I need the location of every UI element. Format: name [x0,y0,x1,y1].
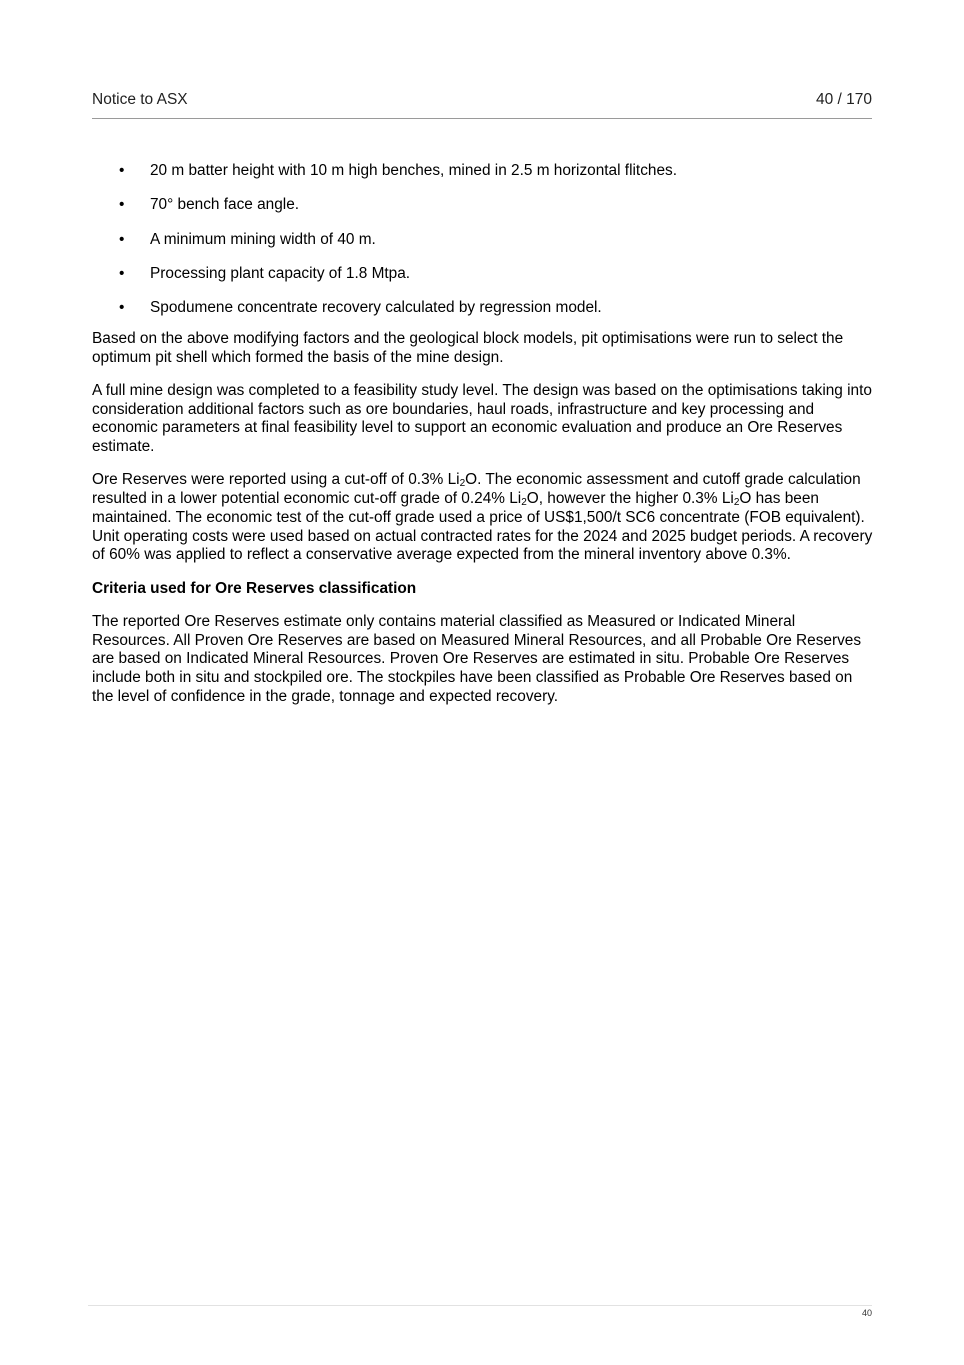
page-indicator: 40 / 170 [815,91,872,108]
text-segment: O, however the higher 0.3% Li [526,490,734,508]
list-item-text: A minimum mining width of 40 m. [150,230,376,248]
bullet-icon: • [119,162,125,179]
list-item-text: Processing plant capacity of 1.8 Mtpa. [150,264,411,282]
header-divider [92,118,872,119]
text-segment: Ore Reserves were reported using a cut-off of 0.3% Li [92,471,460,489]
list-item [92,231,874,250]
paragraph-mine-design: A full mine design was completed to a feasibility study level. The design was based on the optimisations taking into consideration additional factors such as ore boundaries, haul roads, infrastructure and key processing and economic parameters at final feasibility level to support an economic evaluation and produce an Ore Reserves estimate. [92,381,872,456]
list-item-text: Spodumene concentrate recovery calculated by regression model. [150,299,602,317]
subscript: 2 [733,497,740,509]
list-item [92,265,874,284]
text-segment: O has been maintained. The economic test of the cut-off grade used a price of US$1,500/t SC6 concentrate (FOB equivalent). Unit operating costs were used based on actual contracted rates for the 2024 and 2025 budget periods. A recovery of 60% was applied to reflect a conservative average expected from the mineral inventory above 0.3%. [92,490,873,564]
list-item-text: 70° bench face angle. [150,196,300,214]
bullet-icon: • [119,230,125,248]
page-header [92,91,872,113]
page-body [92,162,874,721]
bullet-icon: • [119,264,125,282]
list-item [92,162,874,181]
bullet-icon: • [119,196,125,214]
text-segment: O. The economic assessment and cutoff grade calculation resulted in a lower potential economic cut-off grade of 0.24% Li [92,471,861,508]
subscript: 2 [459,478,466,490]
section-heading: Criteria used for Ore Reserves classification [92,579,417,597]
paragraph-classification: The reported Ore Reserves estimate only contains material classified as Measured or Indicated Mineral Resources. All Proven Ore Reserves are based on Measured Mineral Resources, and all Probable Ore Reserves are based on Indicated Mineral Resources. Proven Ore Reserves are estimated in situ. Probable Ore Reserves include both in situ and stockpiled ore. The stockpiles have been classified as Probable Ore Reserves based on the level of confidence in the grade, tonnage and expected recovery. [92,613,862,705]
footer-divider [88,1305,872,1306]
list-item-text: 20 m batter height with 10 m high benches, mined in 2.5 m horizontal flitches. [150,162,677,179]
list-item [92,299,874,318]
subscript: 2 [521,497,527,509]
list-item [92,196,874,215]
paragraph-cut-off-grade [92,471,874,565]
modifying-factors-list [92,162,874,318]
bullet-icon: • [119,299,125,317]
footer-page-number: 40 [861,1308,872,1318]
paragraph-pit-optimisation: Based on the above modifying factors and the geological block models, pit optimisations were run to select the optimum pit shell which formed the basis of the mine design. [92,329,844,366]
document-title: Notice to ASX [92,91,188,108]
